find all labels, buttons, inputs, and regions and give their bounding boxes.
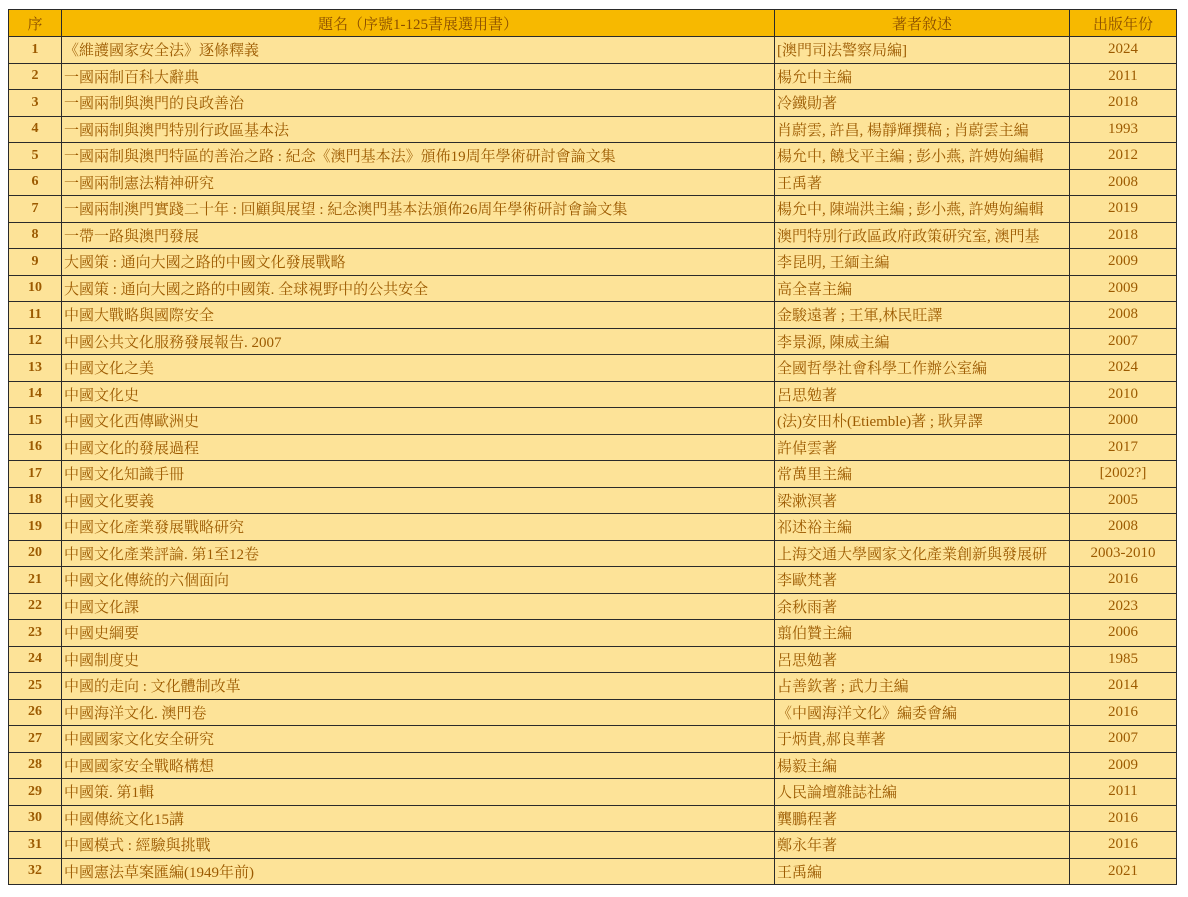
year-cell[interactable]: 2008	[1070, 169, 1177, 196]
title-cell[interactable]: 一國兩制與澳門特區的善治之路 : 紀念《澳門基本法》頒佈19周年學術研討會論文集	[62, 143, 775, 170]
title-cell[interactable]: 中國文化西傳歐洲史	[62, 408, 775, 435]
title-cell[interactable]: 中國海洋文化. 澳門卷	[62, 699, 775, 726]
author-cell[interactable]: 高全喜主編	[775, 275, 1070, 302]
author-cell[interactable]: 占善欽著 ; 武力主編	[775, 673, 1070, 700]
year-cell[interactable]: 2006	[1070, 620, 1177, 647]
year-cell[interactable]: 2014	[1070, 673, 1177, 700]
title-cell[interactable]: 《維護國家安全法》逐條釋義	[62, 37, 775, 64]
author-cell[interactable]: 人民論壇雜誌社編	[775, 779, 1070, 806]
table-row	[9, 858, 1177, 885]
table-row	[9, 620, 1177, 647]
author-cell[interactable]: 全國哲學社會科學工作辦公室編	[775, 355, 1070, 382]
year-cell[interactable]: 2003-2010	[1070, 540, 1177, 567]
year-cell[interactable]: 2007	[1070, 328, 1177, 355]
row-index-cell[interactable]: 30	[9, 805, 62, 832]
author-cell[interactable]: 楊允中主編	[775, 63, 1070, 90]
year-cell[interactable]: 2023	[1070, 593, 1177, 620]
year-cell[interactable]: 2018	[1070, 222, 1177, 249]
title-cell[interactable]: 中國文化產業評論. 第1至12卷	[62, 540, 775, 567]
table-row	[9, 249, 1177, 276]
title-cell[interactable]: 中國公共文化服務發展報告. 2007	[62, 328, 775, 355]
table-row	[9, 328, 1177, 355]
title-cell[interactable]: 中國文化史	[62, 381, 775, 408]
year-cell[interactable]: 2010	[1070, 381, 1177, 408]
row-index-cell[interactable]: 11	[9, 302, 62, 329]
row-index-cell[interactable]: 4	[9, 116, 62, 143]
table-row	[9, 540, 1177, 567]
title-cell[interactable]: 一國兩制百科大辭典	[62, 63, 775, 90]
year-cell[interactable]: 2009	[1070, 752, 1177, 779]
year-cell[interactable]: 2012	[1070, 143, 1177, 170]
row-index-cell[interactable]: 2	[9, 63, 62, 90]
row-index-cell[interactable]: 19	[9, 514, 62, 541]
year-cell[interactable]: 2016	[1070, 832, 1177, 859]
author-cell[interactable]: 王禹著	[775, 169, 1070, 196]
table-row	[9, 832, 1177, 859]
title-cell[interactable]: 大國策 : 通向大國之路的中國策. 全球視野中的公共安全	[62, 275, 775, 302]
row-index-cell[interactable]: 3	[9, 90, 62, 117]
year-cell[interactable]: 2016	[1070, 699, 1177, 726]
row-index-cell[interactable]: 13	[9, 355, 62, 382]
title-cell[interactable]: 中國文化之美	[62, 355, 775, 382]
table-row	[9, 487, 1177, 514]
row-index-cell[interactable]: 14	[9, 381, 62, 408]
year-cell[interactable]: 2008	[1070, 514, 1177, 541]
title-cell[interactable]: 大國策 : 通向大國之路的中國文化發展戰略	[62, 249, 775, 276]
table-row	[9, 90, 1177, 117]
table-row	[9, 805, 1177, 832]
author-cell[interactable]: 梁漱溟著	[775, 487, 1070, 514]
table-row	[9, 63, 1177, 90]
author-cell[interactable]: 龔鵬程著	[775, 805, 1070, 832]
table-row	[9, 434, 1177, 461]
title-cell[interactable]: 中國文化要義	[62, 487, 775, 514]
title-cell[interactable]: 一國兩制澳門實踐二十年 : 回顧與展望 : 紀念澳門基本法頒佈26周年學術研討會論文集	[62, 196, 775, 223]
year-cell[interactable]: 1993	[1070, 116, 1177, 143]
row-index-cell[interactable]: 32	[9, 858, 62, 885]
title-cell[interactable]: 中國國家文化安全研究	[62, 726, 775, 753]
year-cell[interactable]: 2005	[1070, 487, 1177, 514]
table-body	[9, 37, 1177, 885]
row-index-cell[interactable]: 28	[9, 752, 62, 779]
table-row	[9, 381, 1177, 408]
author-cell[interactable]: 呂思勉著	[775, 646, 1070, 673]
author-cell[interactable]: 澳門特別行政區政府政策研究室, 澳門基	[775, 222, 1070, 249]
title-cell[interactable]: 中國文化的發展過程	[62, 434, 775, 461]
book-list-table	[8, 9, 1177, 885]
row-index-cell[interactable]: 12	[9, 328, 62, 355]
table-row	[9, 408, 1177, 435]
year-cell[interactable]: 2019	[1070, 196, 1177, 223]
author-cell[interactable]: 金駿遠著 ; 王軍,林民旺譯	[775, 302, 1070, 329]
row-index-cell[interactable]: 26	[9, 699, 62, 726]
author-cell[interactable]: 鄭永年著	[775, 832, 1070, 859]
year-cell[interactable]: 2016	[1070, 805, 1177, 832]
row-index-cell[interactable]: 20	[9, 540, 62, 567]
author-cell[interactable]: 楊允中, 陳端洪主編 ; 彭小燕, 許娉姁編輯	[775, 196, 1070, 223]
year-cell[interactable]: 1985	[1070, 646, 1177, 673]
author-cell[interactable]: 肖蔚雲, 許昌, 楊靜輝撰稿 ; 肖蔚雲主編	[775, 116, 1070, 143]
table-row	[9, 143, 1177, 170]
table-row	[9, 673, 1177, 700]
title-cell[interactable]: 中國文化知識手冊	[62, 461, 775, 488]
author-cell[interactable]: 楊允中, 饒戈平主編 ; 彭小燕, 許娉姁編輯	[775, 143, 1070, 170]
row-index-cell[interactable]: 25	[9, 673, 62, 700]
title-cell[interactable]: 中國大戰略與國際安全	[62, 302, 775, 329]
author-cell[interactable]: 李景源, 陳威主編	[775, 328, 1070, 355]
book-list-sheet	[8, 9, 1177, 885]
row-index-cell[interactable]: 16	[9, 434, 62, 461]
row-index-cell[interactable]: 22	[9, 593, 62, 620]
row-index-cell[interactable]: 5	[9, 143, 62, 170]
author-cell[interactable]: 呂思勉著	[775, 381, 1070, 408]
row-index-cell[interactable]: 18	[9, 487, 62, 514]
table-row	[9, 593, 1177, 620]
table-row	[9, 116, 1177, 143]
table-row	[9, 779, 1177, 806]
author-cell[interactable]: 《中國海洋文化》編委會編	[775, 699, 1070, 726]
row-index-cell[interactable]: 21	[9, 567, 62, 594]
title-cell[interactable]: 中國史綱要	[62, 620, 775, 647]
title-cell[interactable]: 中國模式 : 經驗與挑戰	[62, 832, 775, 859]
author-cell[interactable]: 王禹編	[775, 858, 1070, 885]
year-cell[interactable]: 2007	[1070, 726, 1177, 753]
year-cell[interactable]: 2016	[1070, 567, 1177, 594]
title-cell[interactable]: 中國文化產業發展戰略研究	[62, 514, 775, 541]
table-row	[9, 37, 1177, 64]
author-cell[interactable]: 上海交通大學國家文化產業創新與發展研	[775, 540, 1070, 567]
table-row	[9, 302, 1177, 329]
author-cell[interactable]: (法)安田朴(Etiemble)著 ; 耿昇譯	[775, 408, 1070, 435]
row-index-cell[interactable]: 10	[9, 275, 62, 302]
row-index-cell[interactable]: 8	[9, 222, 62, 249]
title-cell[interactable]: 中國的走向 : 文化體制改革	[62, 673, 775, 700]
author-cell[interactable]: [澳門司法警察局編]	[775, 37, 1070, 64]
row-index-cell[interactable]: 15	[9, 408, 62, 435]
table-row	[9, 646, 1177, 673]
year-cell[interactable]: 2009	[1070, 275, 1177, 302]
year-cell[interactable]: 2000	[1070, 408, 1177, 435]
year-cell[interactable]: 2024	[1070, 355, 1177, 382]
year-cell[interactable]: 2017	[1070, 434, 1177, 461]
column-header-year[interactable]: 出版年份	[1070, 10, 1177, 37]
row-index-cell[interactable]: 31	[9, 832, 62, 859]
title-cell[interactable]: 中國文化傳統的六個面向	[62, 567, 775, 594]
year-cell[interactable]: 2024	[1070, 37, 1177, 64]
year-cell[interactable]: 2021	[1070, 858, 1177, 885]
author-cell[interactable]: 常萬里主編	[775, 461, 1070, 488]
title-cell[interactable]: 中國傳統文化15講	[62, 805, 775, 832]
table-row	[9, 461, 1177, 488]
title-cell[interactable]: 中國文化課	[62, 593, 775, 620]
row-index-cell[interactable]: 9	[9, 249, 62, 276]
column-header-author[interactable]: 著者敘述	[775, 10, 1070, 37]
title-cell[interactable]: 中國制度史	[62, 646, 775, 673]
year-cell[interactable]: 2018	[1070, 90, 1177, 117]
table-row	[9, 752, 1177, 779]
author-cell[interactable]: 許倬雲著	[775, 434, 1070, 461]
author-cell[interactable]: 楊毅主編	[775, 752, 1070, 779]
author-cell[interactable]: 祁述裕主編	[775, 514, 1070, 541]
author-cell[interactable]: 余秋雨著	[775, 593, 1070, 620]
year-cell[interactable]: 2011	[1070, 779, 1177, 806]
header-row	[9, 10, 1177, 37]
title-cell[interactable]: 中國國家安全戰略構想	[62, 752, 775, 779]
title-cell[interactable]: 一國兩制與澳門特別行政區基本法	[62, 116, 775, 143]
author-cell[interactable]: 于炳貴,郝良華著	[775, 726, 1070, 753]
table-row	[9, 196, 1177, 223]
table-row	[9, 355, 1177, 382]
author-cell[interactable]: 李昆明, 王緬主編	[775, 249, 1070, 276]
title-cell[interactable]: 中國策. 第1輯	[62, 779, 775, 806]
title-cell[interactable]: 一國兩制與澳門的良政善治	[62, 90, 775, 117]
table-row	[9, 275, 1177, 302]
table-row	[9, 222, 1177, 249]
year-cell[interactable]: 2011	[1070, 63, 1177, 90]
row-index-cell[interactable]: 6	[9, 169, 62, 196]
year-cell[interactable]: 2009	[1070, 249, 1177, 276]
table-row	[9, 699, 1177, 726]
table-row	[9, 726, 1177, 753]
row-index-cell[interactable]: 24	[9, 646, 62, 673]
row-index-cell[interactable]: 27	[9, 726, 62, 753]
title-cell[interactable]: 一國兩制憲法精神研究	[62, 169, 775, 196]
author-cell[interactable]: 冷鐵勛著	[775, 90, 1070, 117]
row-index-cell[interactable]: 1	[9, 37, 62, 64]
title-cell[interactable]: 一帶一路與澳門發展	[62, 222, 775, 249]
row-index-cell[interactable]: 23	[9, 620, 62, 647]
year-cell[interactable]: 2008	[1070, 302, 1177, 329]
column-header-title[interactable]: 題名（序號1-125書展選用書）	[62, 10, 775, 37]
row-index-cell[interactable]: 7	[9, 196, 62, 223]
table-row	[9, 169, 1177, 196]
title-cell[interactable]: 中國憲法草案匯編(1949年前)	[62, 858, 775, 885]
row-index-cell[interactable]: 17	[9, 461, 62, 488]
row-index-cell[interactable]: 29	[9, 779, 62, 806]
author-cell[interactable]: 翦伯贊主編	[775, 620, 1070, 647]
year-cell[interactable]: [2002?]	[1070, 461, 1177, 488]
column-header-index[interactable]: 序	[9, 10, 62, 37]
table-row	[9, 567, 1177, 594]
table-row	[9, 514, 1177, 541]
author-cell[interactable]: 李歐梵著	[775, 567, 1070, 594]
